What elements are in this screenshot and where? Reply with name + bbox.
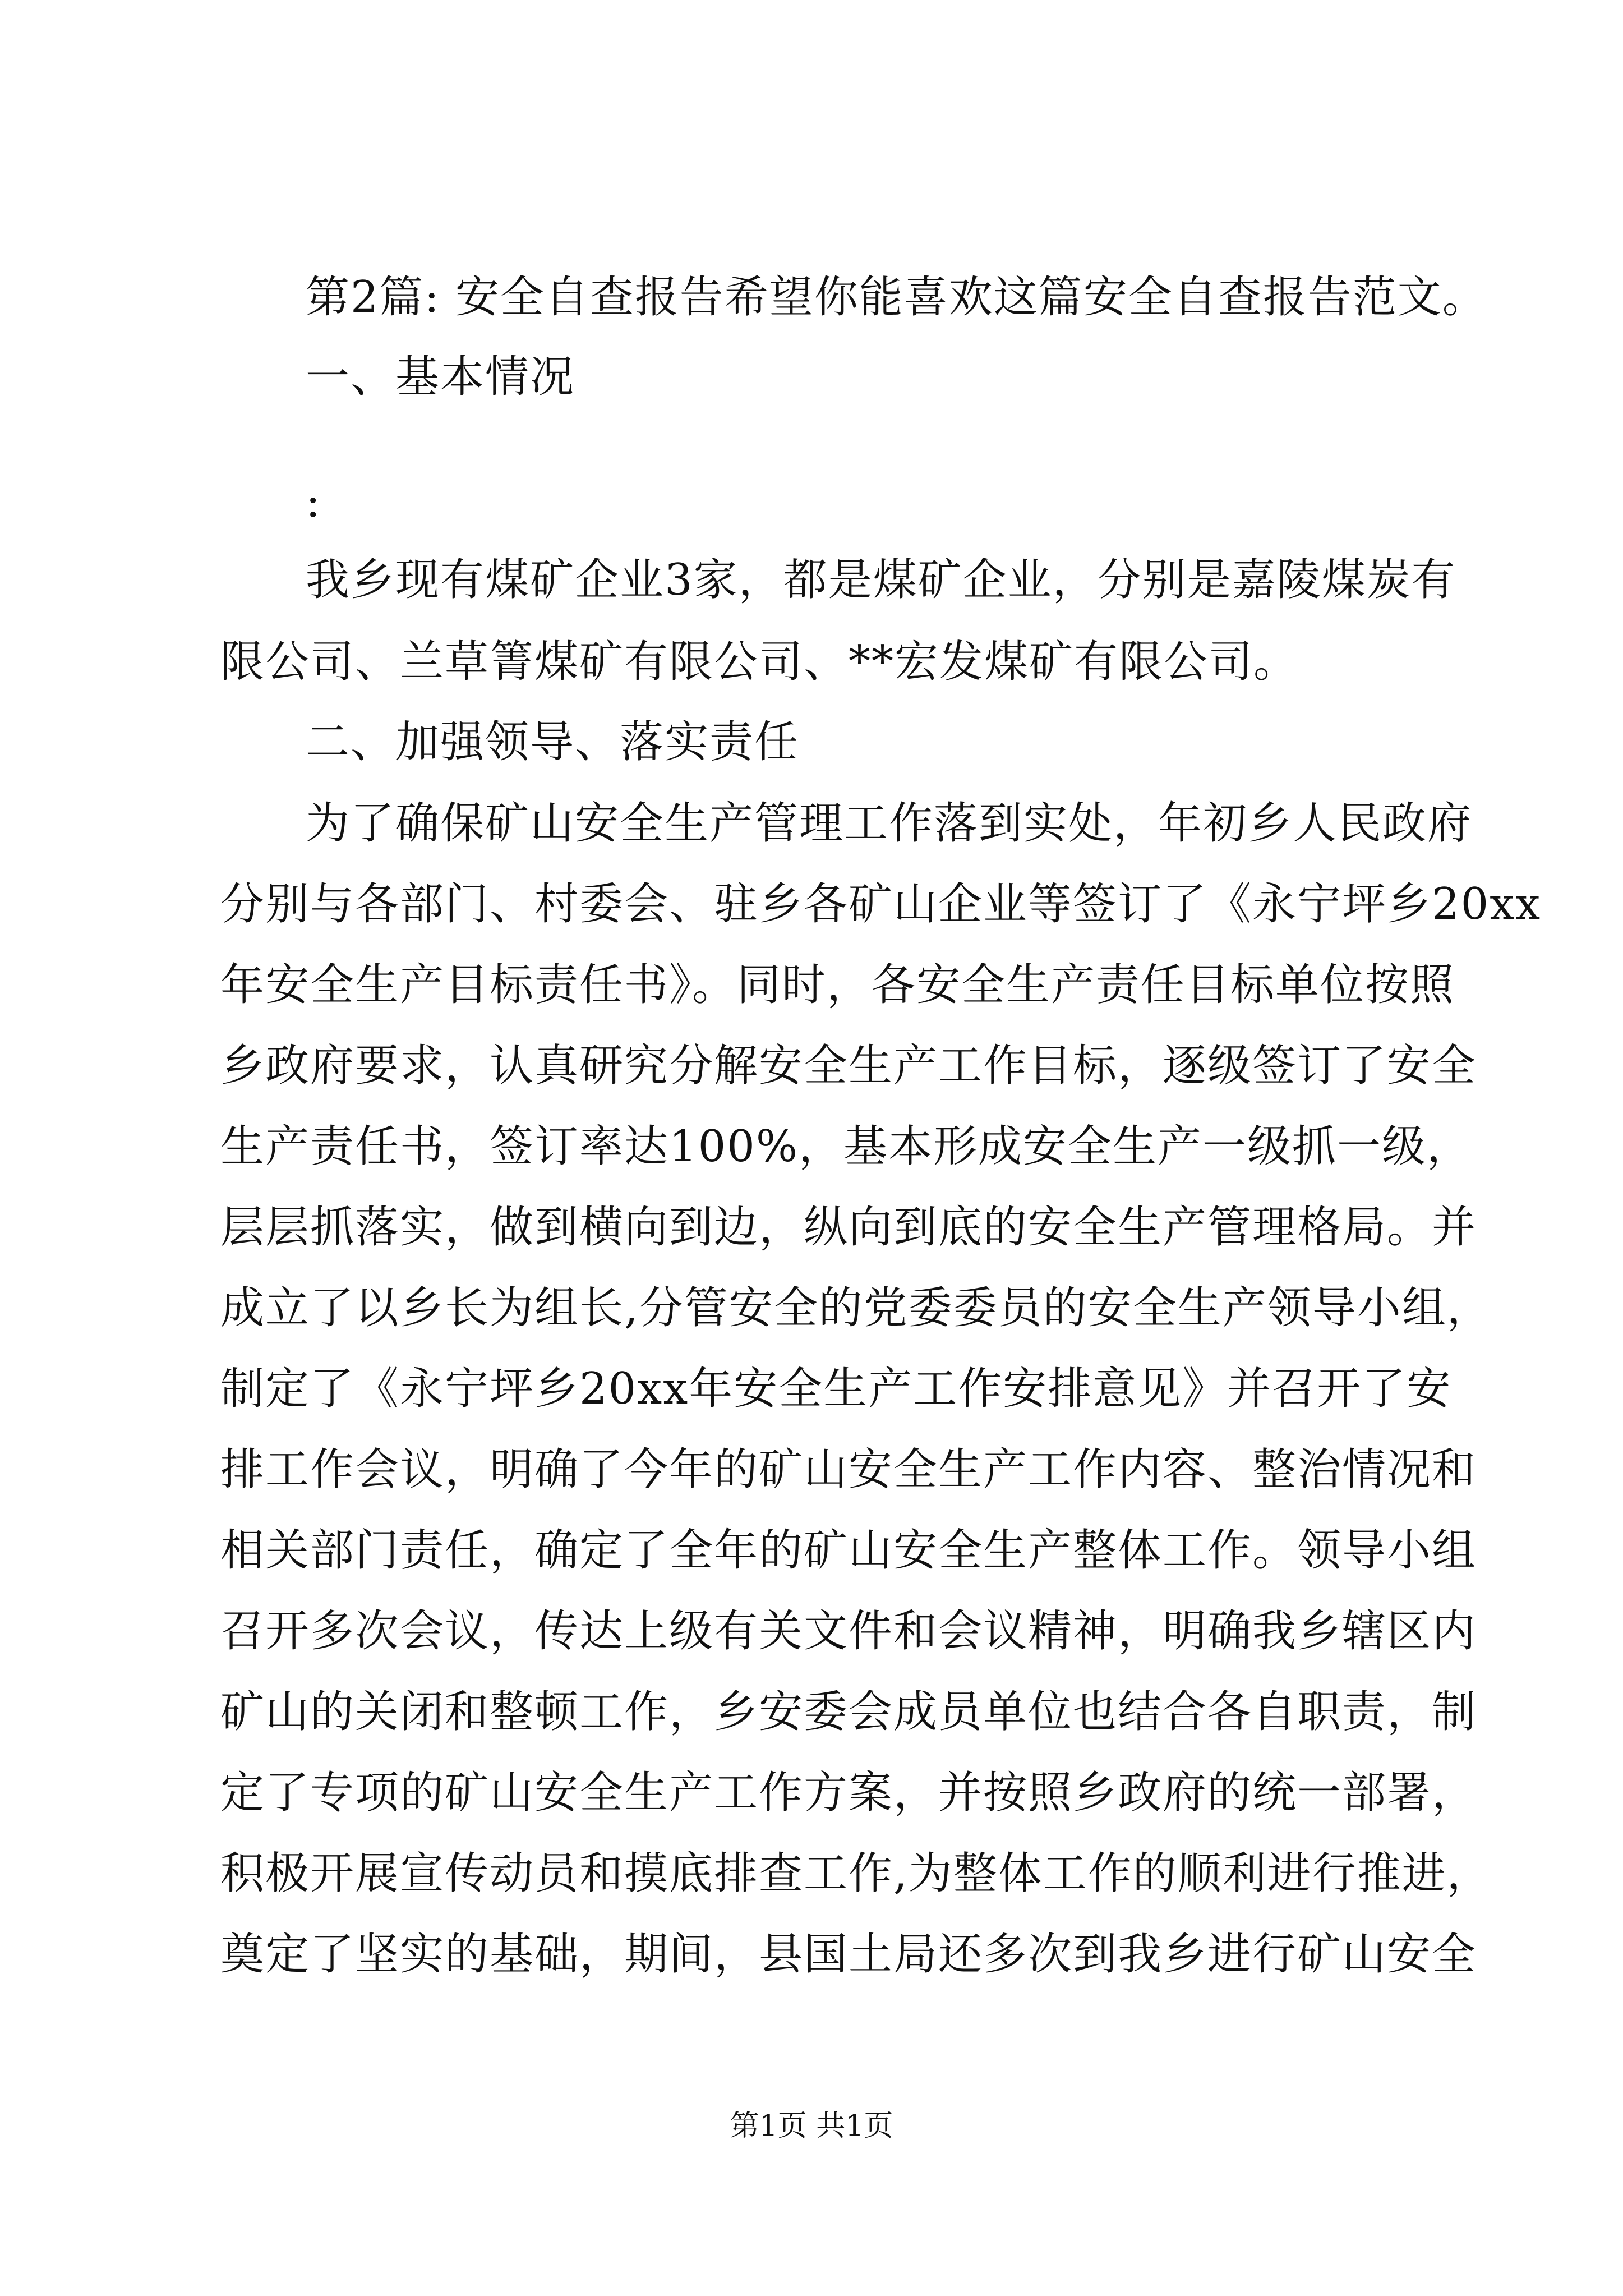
section-heading-leadership: 二、加强领导、落实责任 [306,717,800,767]
body-line: 年安全生产目标责任书》。同时，各安全生产责任目标单位按照 [220,960,1455,1010]
page-footer: 第1页 共1页 [730,2109,893,2143]
paragraph-title-line: 第2篇: 安全自查报告希望你能喜欢这篇安全自查报告范文。 [306,272,1487,323]
body-line: 分别与各部门、村委会、驻乡各矿山企业等签订了《永宁坪乡20xx [220,879,1542,930]
body-line: 排工作会议，明确了今年的矿山安全生产工作内容、整治情况和 [220,1444,1477,1495]
body-line: 层层抓落实，做到横向到边，纵向到底的安全生产管理格局。并 [220,1202,1477,1253]
body-line: 相关部门责任，确定了全年的矿山安全生产整体工作。领导小组 [220,1525,1477,1576]
body-line: 生产责任书，签订率达100%，基本形成安全生产一级抓一级， [220,1121,1472,1172]
body-line: 限公司、兰草箐煤矿有限公司、**宏发煤矿有限公司。 [220,637,1299,687]
body-line: 积极开展宣传动员和摸底排查工作,为整体工作的顺利进行推进， [220,1848,1492,1899]
body-line: 我乡现有煤矿企业3家，都是煤矿企业，分别是嘉陵煤炭有 [306,555,1456,605]
body-line: 为了确保矿山安全生产管理工作落到实处，年初乡人民政府 [306,798,1473,849]
body-line: 定了专项的矿山安全生产工作方案，并按照乡政府的统一部署， [220,1768,1477,1818]
colon-line: : [306,477,322,527]
body-line: 召开多次会议，传达上级有关文件和会议精神，明确我乡辖区内 [220,1606,1477,1657]
body-line: 乡政府要求，认真研究分解安全生产工作目标，逐级签订了安全 [220,1041,1477,1091]
body-line: 矿山的关闭和整顿工作，乡安委会成员单位也结合各自职责，制 [220,1687,1477,1737]
body-line: 制定了《永宁坪乡20xx年安全生产工作安排意见》并召开了安 [220,1364,1452,1414]
body-line: 奠定了坚实的基础，期间，县国土局还多次到我乡进行矿山安全 [220,1929,1477,1980]
body-line: 成立了以乡长为组长,分管安全的党委委员的安全生产领导小组， [220,1283,1492,1333]
section-heading-basic: 一、基本情况 [306,352,575,402]
